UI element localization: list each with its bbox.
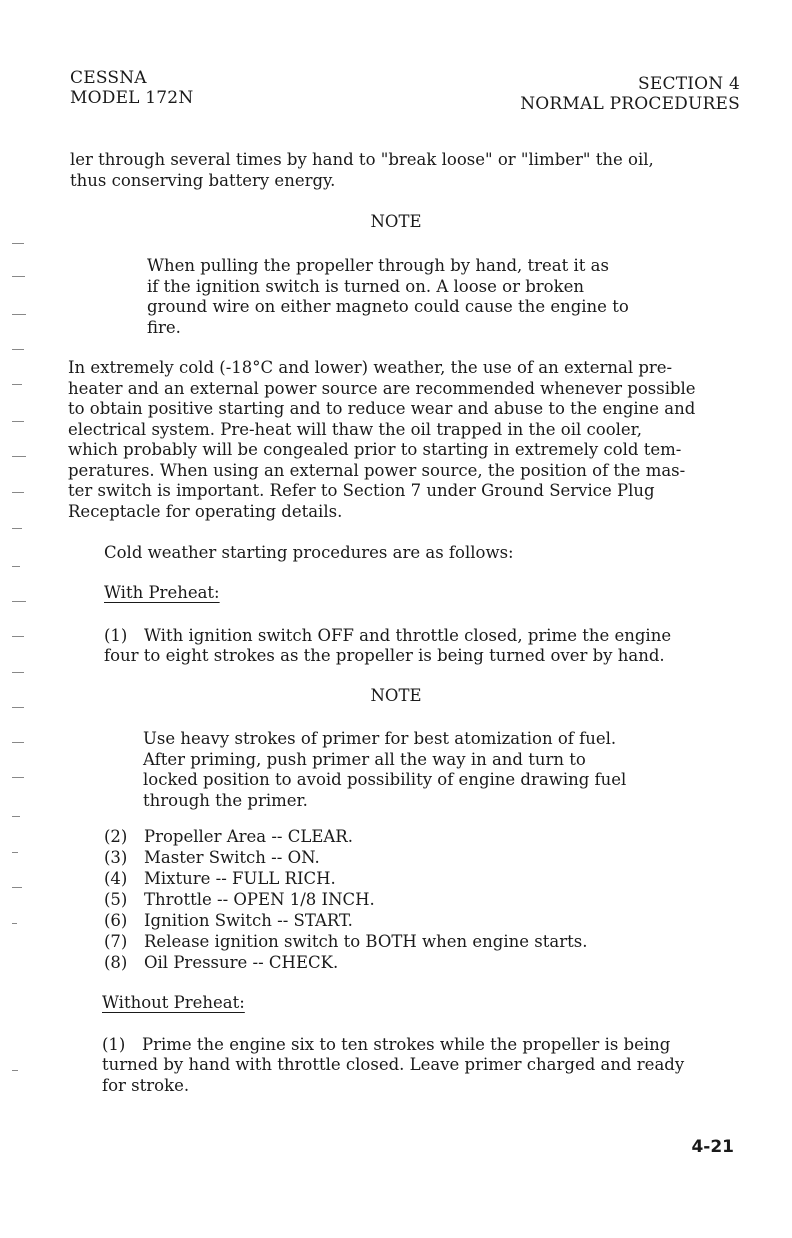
with-preheat-step-1 <box>104 625 671 667</box>
text-line: heater and an external power source are recommended whenever possible <box>68 378 696 398</box>
step-text-continued: four to eight strokes as the propeller is being turned over by hand. <box>104 646 665 665</box>
step-text-continued: for stroke. <box>102 1075 190 1095</box>
step-text: Propeller Area -- CLEAR. <box>144 827 353 846</box>
procedures-intro: Cold weather starting procedures are as follows: <box>104 543 514 562</box>
procedure-step <box>104 931 587 952</box>
text-line: When pulling the propeller through by hand, treat it as <box>147 256 609 275</box>
procedure-step <box>104 847 587 868</box>
step-text-continued: turned by hand with throttle closed. Leave primer charged and ready <box>102 1055 685 1074</box>
step-number: (2) <box>104 827 128 846</box>
procedure-step <box>104 952 587 973</box>
text-line: if the ignition switch is turned on. A loose or broken <box>147 276 584 296</box>
text-line: In extremely cold (-18°C and lower) weather, the use of an external pre- <box>68 358 673 377</box>
text-line: After priming, push primer all the way in and turn to <box>143 749 586 769</box>
step-number: (3) <box>104 848 128 867</box>
note-title: NOTE <box>370 686 422 705</box>
text-line: to obtain positive starting and to reduce wear and abuse to the engine and <box>68 399 696 418</box>
text-line: fire. <box>147 317 181 337</box>
text-line: ground wire on either magneto could cause the engine to <box>147 297 629 316</box>
step-number: (1) <box>102 1035 126 1054</box>
step-text: Mixture -- FULL RICH. <box>144 869 336 888</box>
step-text: Ignition Switch -- START. <box>144 911 353 930</box>
step-number: (5) <box>104 890 128 909</box>
note-body <box>147 256 629 338</box>
section-title: NORMAL PROCEDURES <box>520 94 740 114</box>
text-line: Use heavy strokes of primer for best atomization of fuel. <box>143 729 617 748</box>
with-preheat-steps <box>104 826 587 973</box>
procedure-step <box>104 868 587 889</box>
text-line: electrical system. Pre-heat will thaw the oil trapped in the oil cooler, <box>68 419 642 439</box>
cold-weather-paragraph <box>68 358 696 522</box>
text-line: thus conserving battery energy. <box>70 170 336 190</box>
model: MODEL 172N <box>70 88 194 108</box>
text-line: ter switch is important. Refer to Section 7 under Ground Service Plug <box>68 481 655 500</box>
section-number: SECTION 4 <box>638 74 740 94</box>
procedure-step <box>104 826 587 847</box>
text-line: through the primer. <box>143 790 308 810</box>
step-number: (6) <box>104 911 128 930</box>
step-text: Throttle -- OPEN 1/8 INCH. <box>144 890 375 909</box>
text-line: which probably will be congealed prior to starting in extremely cold tem- <box>68 440 682 459</box>
step-text: Prime the engine six to ten strokes while the propeller is being <box>142 1035 671 1054</box>
step-first-line <box>104 625 671 646</box>
note-title: NOTE <box>370 212 422 231</box>
step-text: With ignition switch OFF and throttle closed, prime the engine <box>144 626 672 645</box>
text-line: locked position to avoid possibility of engine drawing fuel <box>143 770 627 789</box>
without-preheat-step-1 <box>102 1034 684 1096</box>
step-number: (8) <box>104 953 128 972</box>
page-number: 4-21 <box>691 1137 734 1157</box>
intro-paragraph <box>70 150 654 191</box>
note-body <box>143 729 626 811</box>
without-preheat-heading: Without Preheat: <box>102 993 245 1012</box>
step-number: (1) <box>104 626 128 645</box>
text-line: ler through several times by hand to "break loose" or "limber" the oil, <box>70 150 654 169</box>
manufacturer: CESSNA <box>70 68 147 88</box>
procedure-step <box>104 889 587 910</box>
step-text: Release ignition switch to BOTH when engine starts. <box>144 932 588 951</box>
text-line: peratures. When using an external power source, the position of the mas- <box>68 460 686 480</box>
step-number: (4) <box>104 869 128 888</box>
step-text: Oil Pressure -- CHECK. <box>144 953 339 972</box>
text-line: Receptacle for operating details. <box>68 501 343 521</box>
step-first-line <box>102 1034 684 1055</box>
header-right <box>520 74 740 114</box>
procedure-step <box>104 910 587 931</box>
step-number: (7) <box>104 932 128 951</box>
header-left <box>70 68 193 108</box>
with-preheat-heading: With Preheat: <box>104 583 220 602</box>
step-text: Master Switch -- ON. <box>144 848 320 867</box>
